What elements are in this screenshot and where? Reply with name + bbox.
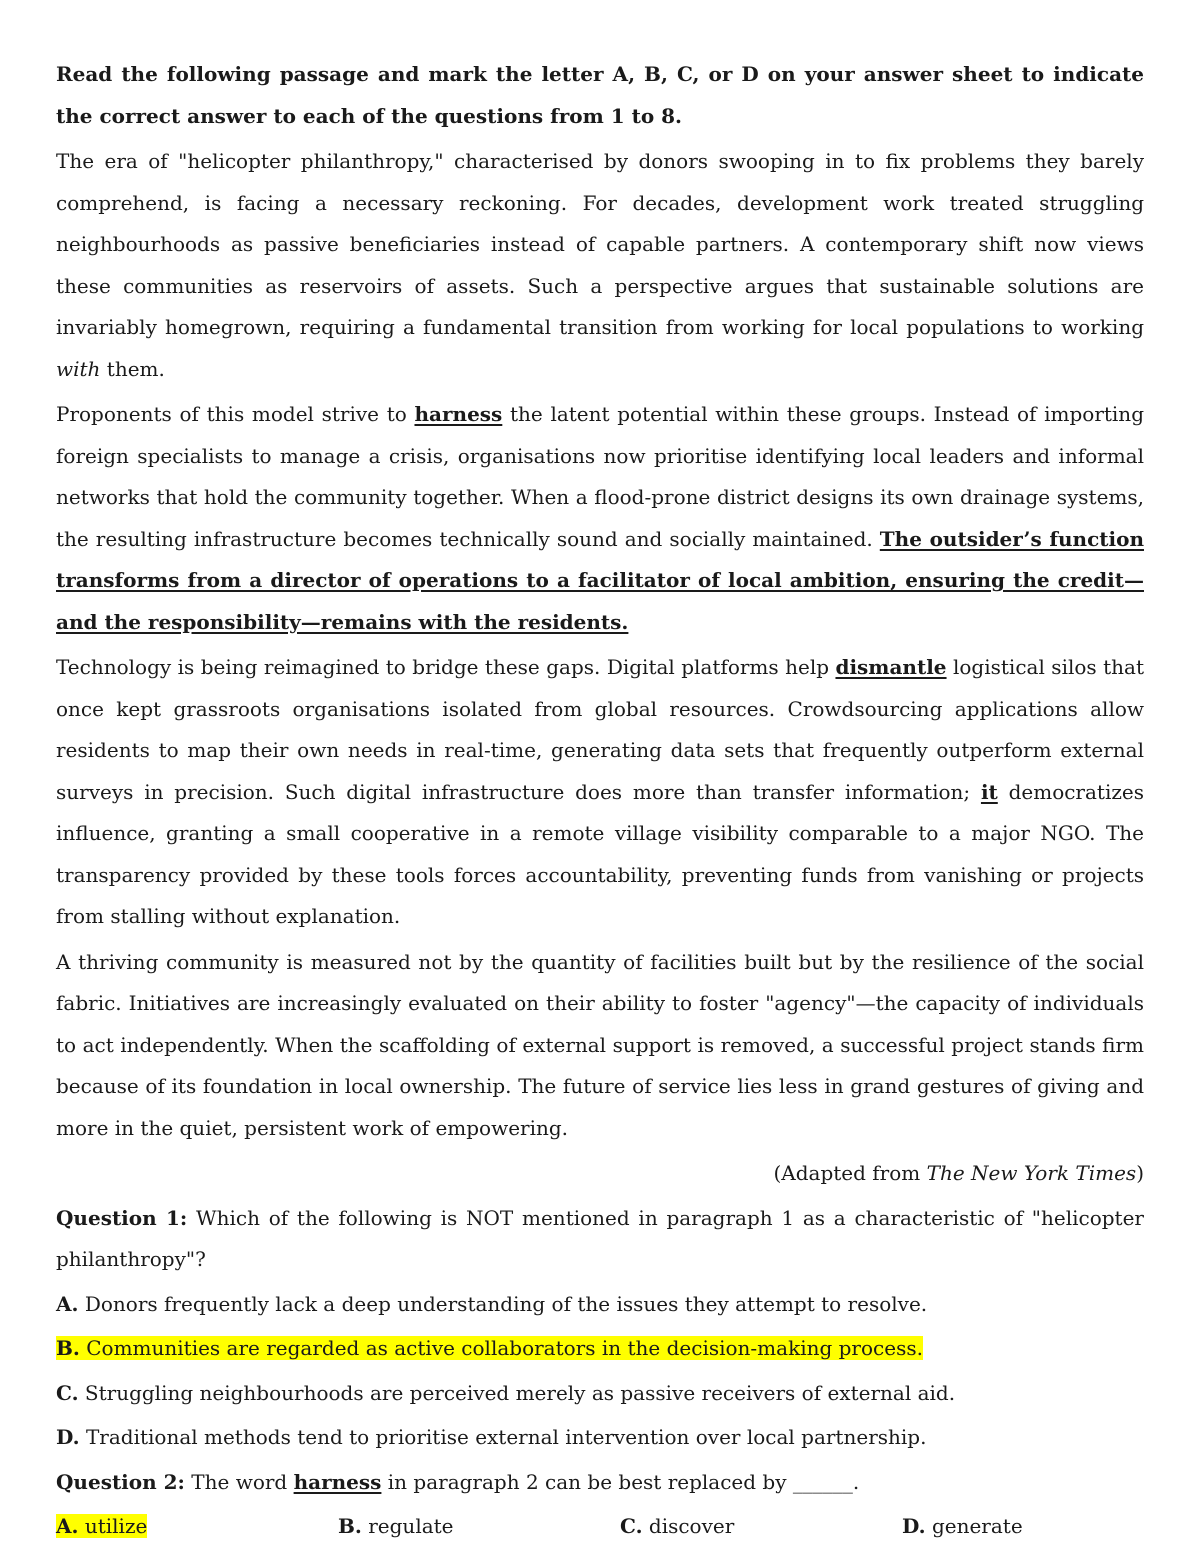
paragraph-2-middle: the latent potential within these groups. Instead of importing foreign specialists to manage a crisis, organisations now prioritise identifying local leaders and informal networks that hold the community together. When a flood-prone district designs its own drainage systems, the resulting infrastructure becomes technically sound and socially maintained. <box>56 402 1144 551</box>
option-letter: B. <box>338 1514 362 1538</box>
question-2-option-d[interactable] <box>902 1506 1023 1548</box>
source-title: The New York Times <box>926 1161 1137 1185</box>
source-prefix: (Adapted from <box>773 1161 927 1185</box>
question-1-option-c[interactable] <box>56 1373 1144 1415</box>
answer-highlight <box>56 1336 923 1360</box>
option-text: Traditional methods tend to prioritise external intervention over local partnership. <box>79 1425 927 1449</box>
question-1-text: Which of the following is NOT mentioned in paragraph 1 as a characteristic of "helicopter philanthropy"? <box>56 1205 1144 1271</box>
option-text: Communities are regarded as active collaborators in the decision-making process. <box>79 1336 923 1360</box>
paragraph-3-text: Technology is being reimagined to bridge these gaps. Digital platforms help <box>56 655 836 679</box>
question-2-text-end: in paragraph 2 can be best replaced by ______. <box>381 1469 860 1494</box>
paragraph-3-middle: logistical silos that once kept grassroots organisations isolated from global resources. Crowdsourcing applications allow residents to map their own needs in real-time, generating data sets that frequently outperform external surveys in precision. Such digital infrastructure does more than transfer information; <box>56 655 1144 804</box>
question-2-keyword: harness <box>293 1469 382 1494</box>
question-2-option-a[interactable] <box>56 1506 338 1548</box>
paragraph-3-end: democratizes influence, granting a small cooperative in a remote village visibility comparable to a major NGO. The transparency provided by these tools forces accountability, preventing funds from vanishing or projects from stalling without explanation. <box>56 779 1144 928</box>
paragraph-1 <box>56 141 1144 390</box>
paragraph-2-text: Proponents of this model strive to <box>56 402 415 426</box>
paragraph-4: A thriving community is measured not by the quantity of facilities built but by the resilience of the social fabric. Initiatives are increasingly evaluated on their ability to foster "agency"—the capacity of individuals to act independently. When the scaffolding of external support is removed, a successful project stands firm because of its foundation in local ownership. The future of service lies less in grand gestures of giving and more in the quiet, persistent work of empowering. <box>56 949 1144 1140</box>
paragraph-1-italic-word: with <box>56 356 101 381</box>
option-text: Struggling neighbourhoods are perceived merely as passive receivers of external aid. <box>78 1380 956 1405</box>
option-letter: D. <box>902 1514 926 1538</box>
option-text: generate <box>925 1514 1023 1538</box>
option-letter: C. <box>56 1380 79 1405</box>
question-2-options <box>56 1506 1144 1548</box>
option-letter: D. <box>56 1425 80 1449</box>
question-2-text: The word <box>184 1469 294 1494</box>
paragraph-1-end: them. <box>100 356 165 381</box>
option-text: utilize <box>78 1514 148 1538</box>
question-2 <box>56 1462 1144 1504</box>
paragraph-3 <box>56 647 1144 938</box>
question-2-label: Question 2: <box>56 1469 185 1494</box>
question-2-option-c[interactable] <box>620 1506 902 1548</box>
question-1-option-a[interactable] <box>56 1284 1144 1326</box>
paragraph-1-text: The era of "helicopter philanthropy," characterised by donors swooping in to fix problems they barely comprehend, is facing a necessary reckoning. For decades, development work treated struggling neighbourhoods as passive beneficiaries instead of capable partners. A contemporary shift now views these communities as reservoirs of assets. Such a perspective argues that sustainable solutions are invariably homegrown, requiring a fundamental transition from working for local populations to working <box>56 149 1144 339</box>
keyword-harness: harness <box>414 402 503 426</box>
question-1 <box>56 1198 1144 1281</box>
question-1-label: Question 1: <box>56 1205 188 1230</box>
paragraph-2 <box>56 394 1144 643</box>
keyword-dismantle: dismantle <box>835 655 947 679</box>
option-letter: B. <box>56 1336 80 1360</box>
option-letter: A. <box>56 1514 79 1538</box>
option-letter: A. <box>56 1291 79 1316</box>
question-2-option-b[interactable] <box>338 1506 620 1548</box>
question-1-option-d[interactable] <box>56 1417 1144 1459</box>
question-1-option-b[interactable] <box>56 1328 1144 1370</box>
answer-highlight <box>56 1514 147 1538</box>
option-text: regulate <box>361 1514 454 1538</box>
option-text: discover <box>642 1514 735 1538</box>
source-suffix: ) <box>1136 1161 1144 1185</box>
underlined-sentence: The outsider’s function transforms from a director of operations to a facilitator of local ambition, ensuring the credit—and the responsibility—remains with the residents. <box>56 526 1144 634</box>
keyword-it: it <box>980 779 998 804</box>
source-citation <box>56 1153 1144 1195</box>
option-letter: C. <box>620 1514 643 1538</box>
instructions: Read the following passage and mark the letter A, B, C, or D on your answer sheet to indicate the correct answer to each of the questions from 1 to 8. <box>56 62 1144 128</box>
option-text: Donors frequently lack a deep understanding of the issues they attempt to resolve. <box>78 1291 928 1316</box>
